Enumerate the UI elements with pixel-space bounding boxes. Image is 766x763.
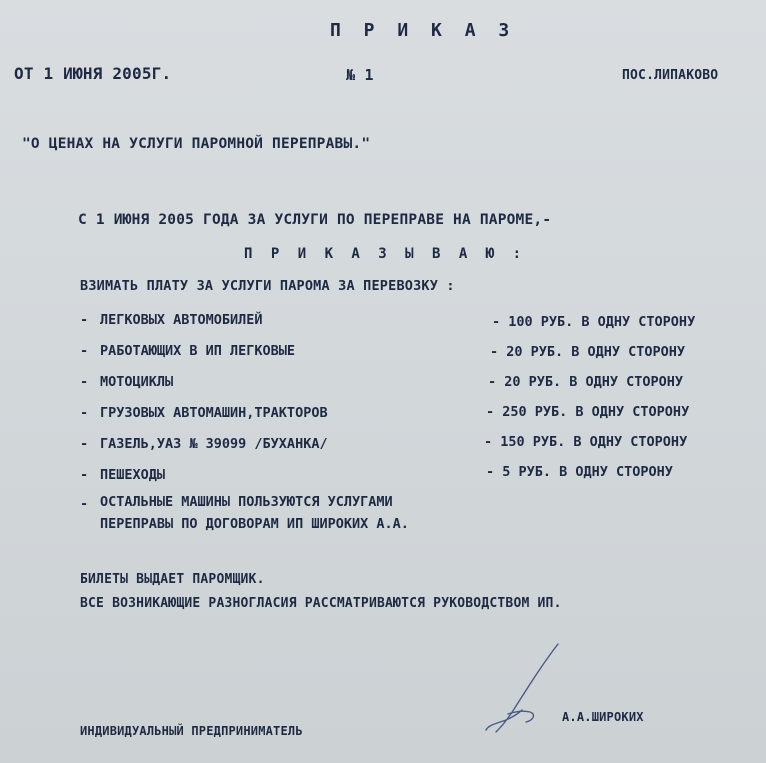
intro-text: С 1 ИЮНЯ 2005 ГОДА ЗА УСЛУГИ ПО ПЕРЕПРАВЕ НА ПАРОМЕ,- [78,212,552,228]
list-dash: - [80,312,89,328]
order-word: П Р И К А З Ы В А Ю : [244,246,527,262]
list-item-price: - 100 РУБ. В ОДНУ СТОРОНУ [492,314,696,330]
list-dash: - [80,343,89,359]
list-item: ПЕШЕХОДЫ [100,467,166,483]
list-item-price: - 20 РУБ. В ОДНУ СТОРОНУ [488,374,684,390]
list-item: ГРУЗОВЫХ АВТОМАШИН,ТРАКТОРОВ [100,405,328,421]
signature-image [478,640,568,740]
document-date: ОТ 1 ИЮНЯ 2005Г. [14,64,172,83]
document-place: ПОС.ЛИПАКОВО [622,68,719,83]
list-item-price: - 5 РУБ. В ОДНУ СТОРОНУ [486,464,673,480]
signatory-name: А.А.ШИРОКИХ [562,710,644,724]
list-item-price: - 250 РУБ. В ОДНУ СТОРОНУ [486,404,690,420]
tickets-note: БИЛЕТЫ ВЫДАЕТ ПАРОМЩИК. [80,572,265,587]
list-dash: - [80,374,89,390]
list-item-price: - 150 РУБ. В ОДНУ СТОРОНУ [484,434,688,450]
list-item-price: - 20 РУБ. В ОДНУ СТОРОНУ [490,344,686,360]
list-item: МОТОЦИКЛЫ [100,374,174,390]
list-item: ГАЗЕЛЬ,УАЗ № 39099 /БУХАНКА/ [100,436,328,452]
list-item-continuation: ПЕРЕПРАВЫ ПО ДОГОВОРАМ ИП ШИРОКИХ А.А. [100,516,409,532]
list-dash: - [80,436,89,452]
list-dash: - [80,467,89,483]
list-dash: - [80,405,89,421]
list-item: ЛЕГКОВЫХ АВТОМОБИЛЕЙ [100,312,263,328]
document-subject: "О ЦЕНАХ НА УСЛУГИ ПАРОМНОЙ ПЕРЕПРАВЫ." [22,136,371,152]
list-item: РАБОТАЮЩИХ В ИП ЛЕГКОВЫЕ [100,343,296,359]
list-item: ОСТАЛЬНЫЕ МАШИНЫ ПОЛЬЗУЮТСЯ УСЛУГАМИ [100,494,393,510]
list-dash: - [80,496,89,512]
lead-text: ВЗИМАТЬ ПЛАТУ ЗА УСЛУГИ ПАРОМА ЗА ПЕРЕВОЗКУ : [80,278,455,294]
document-title: П Р И К А З [330,20,516,41]
document-number: № 1 [346,66,374,84]
signatory-role: ИНДИВИДУАЛЬНЫЙ ПРЕДПРИНИМАТЕЛЬ [80,724,303,738]
disputes-note: ВСЕ ВОЗНИКАЮЩИЕ РАЗНОГЛАСИЯ РАССМАТРИВАЮТСЯ РУКОВОДСТВОМ ИП. [80,596,562,611]
